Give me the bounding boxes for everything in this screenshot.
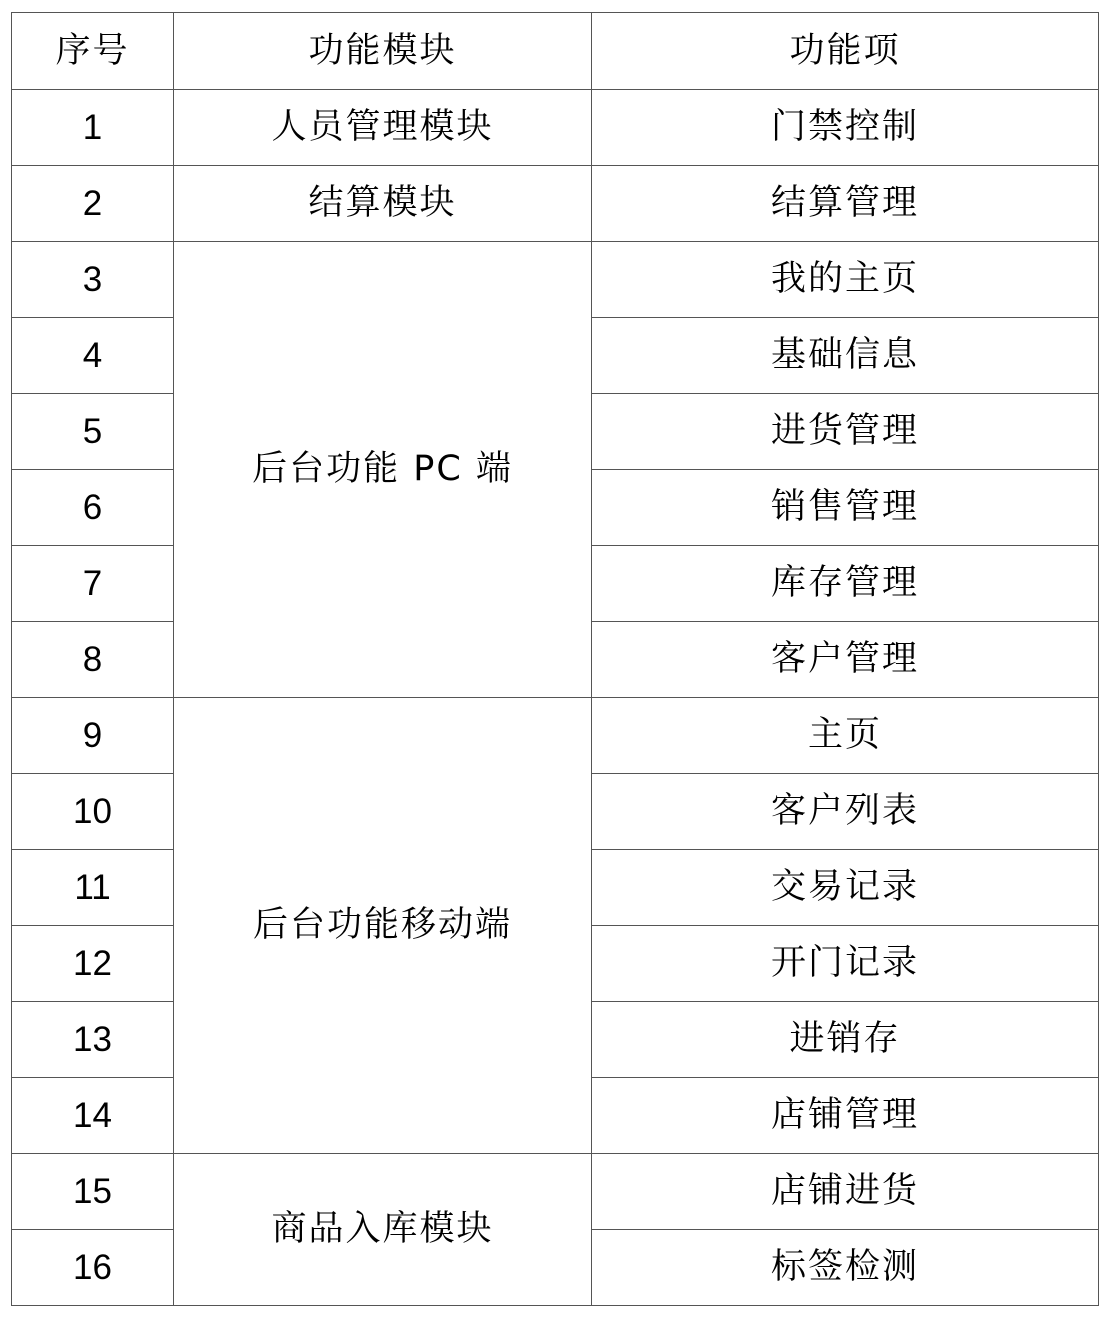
row-number-cell: 8: [12, 622, 174, 698]
module-cell: 后台功能 PC 端: [174, 242, 592, 698]
row-number-cell: 4: [12, 318, 174, 394]
function-item-cell: 销售管理: [592, 470, 1099, 546]
module-cell: 人员管理模块: [174, 90, 592, 166]
function-item-cell: 主页: [592, 698, 1099, 774]
row-number-cell: 11: [12, 850, 174, 926]
module-cell: 商品入库模块: [174, 1154, 592, 1306]
function-item-cell: 交易记录: [592, 850, 1099, 926]
table-row: [12, 1154, 1099, 1230]
function-item-cell: 店铺进货: [592, 1154, 1099, 1230]
function-item-cell: 进销存: [592, 1002, 1099, 1078]
table-row: [12, 90, 1099, 166]
function-item-cell: 标签检测: [592, 1230, 1099, 1306]
module-cell: 结算模块: [174, 166, 592, 242]
row-number-cell: 2: [12, 166, 174, 242]
row-number-cell: 5: [12, 394, 174, 470]
row-number-cell: 16: [12, 1230, 174, 1306]
function-item-cell: 客户管理: [592, 622, 1099, 698]
table-body: [12, 90, 1099, 1306]
row-number-cell: 15: [12, 1154, 174, 1230]
table-row: [12, 242, 1099, 318]
row-number-cell: 9: [12, 698, 174, 774]
row-number-cell: 10: [12, 774, 174, 850]
table-row: [12, 698, 1099, 774]
row-number-cell: 3: [12, 242, 174, 318]
function-item-cell: 开门记录: [592, 926, 1099, 1002]
row-number-cell: 12: [12, 926, 174, 1002]
row-number-cell: 1: [12, 90, 174, 166]
header-module: 功能模块: [174, 13, 592, 90]
header-item: 功能项: [592, 13, 1099, 90]
function-item-cell: 门禁控制: [592, 90, 1099, 166]
row-number-cell: 6: [12, 470, 174, 546]
row-number-cell: 14: [12, 1078, 174, 1154]
function-item-cell: 我的主页: [592, 242, 1099, 318]
function-item-cell: 基础信息: [592, 318, 1099, 394]
table-row: [12, 166, 1099, 242]
header-no: 序号: [12, 13, 174, 90]
function-item-cell: 店铺管理: [592, 1078, 1099, 1154]
table-header-row: [12, 13, 1099, 90]
function-item-cell: 库存管理: [592, 546, 1099, 622]
function-item-cell: 客户列表: [592, 774, 1099, 850]
row-number-cell: 7: [12, 546, 174, 622]
function-item-cell: 结算管理: [592, 166, 1099, 242]
function-table: [11, 12, 1099, 1306]
module-cell: 后台功能移动端: [174, 698, 592, 1154]
function-item-cell: 进货管理: [592, 394, 1099, 470]
row-number-cell: 13: [12, 1002, 174, 1078]
